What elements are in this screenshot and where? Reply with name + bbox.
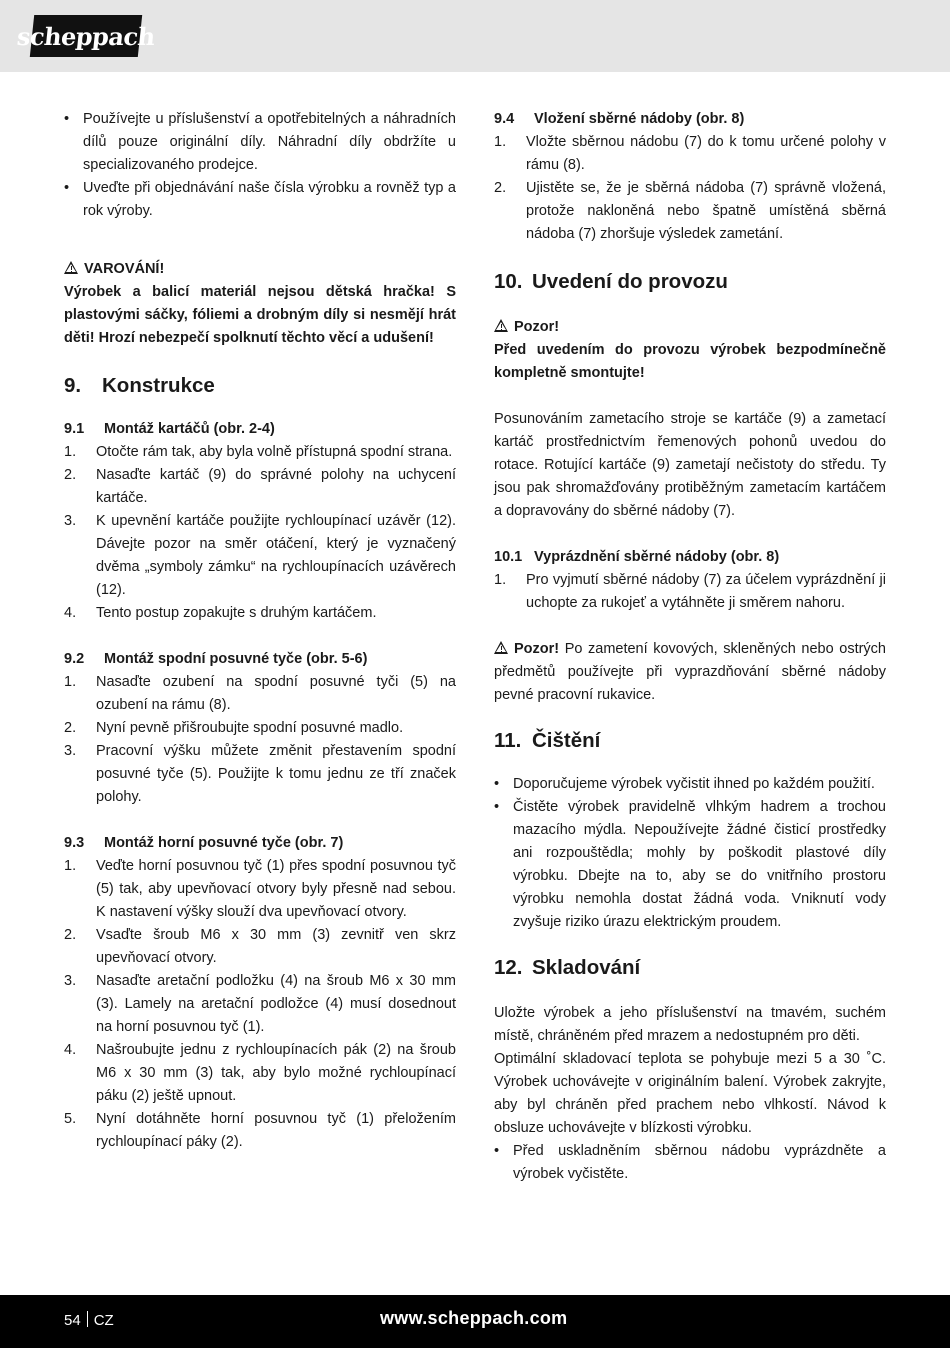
list-item: • Uveďte při objednávání naše čísla výrobku a rovněž typ a rok výroby.	[64, 177, 456, 223]
operation-paragraph: Posunováním zametacího stroje se kartáče (9) a zametací kartáč prostřednictvím řemenových pohonů uvedou do rotace. Rotující kartáče (9) zametají nečistoty do středu. Ty jsou pak shromažďovány protiběžným zametacím kartáčem a dopravovány do sběrné nádoby (7).	[494, 411, 886, 519]
list-item: 3. Pracovní výšku můžete změnit přestavením spodní posuvné tyče (5). Použijte k tomu jednu ze tří značek polohy.	[64, 743, 456, 805]
list-item: 2. Nyní pevně přišroubujte spodní posuvné madlo.	[64, 720, 404, 736]
cleaning-bullet-list	[494, 773, 886, 934]
subsection-heading-9-1: 9.1 Montáž kartáčů (obr. 2-4)	[64, 421, 275, 437]
subsection-heading-9-4: 9.4 Vložení sběrné nádoby (obr. 8)	[494, 111, 745, 127]
footer-bar	[0, 1295, 950, 1348]
steps-9-2	[64, 671, 456, 809]
warning-triangle-icon	[64, 261, 79, 274]
subsection-heading-10-1: 10.1 Vyprázdnění sběrné nádoby (obr. 8)	[494, 549, 780, 565]
right-column	[494, 108, 886, 1186]
section-heading-9: 9. Konstrukce	[64, 374, 215, 397]
warning-triangle-icon	[494, 319, 509, 332]
section-heading-10: 10. Uvedení do provozu	[494, 270, 728, 293]
steps-9-3	[64, 855, 456, 1154]
warning-title: VAROVÁNÍ!	[64, 258, 456, 281]
list-item: 1. Nasaďte ozubení na spodní posuvné tyči (5) na ozubení na rámu (8).	[64, 674, 456, 713]
subsection-heading-9-2: 9.2 Montáž spodní posuvné tyče (obr. 5-6)	[64, 651, 368, 667]
list-item: 1. Vložte sběrnou nádobu (7) do k tomu určené polohy v rámu (8).	[494, 134, 886, 173]
list-item: 2. Nasaďte kartáč (9) do správné polohy na uchycení kartáče.	[64, 467, 456, 506]
storage-bullet-list	[494, 1140, 886, 1186]
warning-text: Výrobek a balicí materiál nejsou dětská hračka! S plastovými sáčky, fóliemi a drobným díly si nesmějí hrát děti! Hrozí nebezpečí spolknutí těchto věcí a udušení!	[64, 284, 456, 346]
list-item: 3. K upevnění kartáče použijte rychloupínací uzávěr (12). Dávejte pozor na směr otáčení, který je vyznačený dvěma „symboly zámku“ na rychloupínacích uzávěrech (12).	[64, 513, 456, 598]
brand-logo: scheppach	[30, 15, 142, 57]
list-item: 1. Pro vyjmutí sběrné nádoby (7) za účelem vyprázdnění ji uchopte za rukojeť a vytáhněte ji směrem nahoru.	[494, 572, 886, 611]
list-item: 4. Tento postup zopakujte s druhým kartáčem.	[64, 605, 377, 621]
list-item: 2. Vsaďte šroub M6 x 30 mm (3) zevnitř ven skrz upevňovací otvory.	[64, 927, 456, 966]
warning-triangle-icon	[494, 641, 509, 654]
caution-title: Pozor!	[494, 316, 886, 339]
list-item: 1. Veďte horní posuvnou tyč (1) přes spodní posuvnou tyč (5) tak, aby upevňovací otvory byly přesně nad sebou. K nastavení výšky slouží dva upevňovací otvory.	[64, 858, 456, 920]
section-heading-11: 11. Čištění	[494, 729, 601, 752]
caution-paragraph: Pozor! Po zametení kovových, skleněných nebo ostrých předmětů používejte při vyprazdňování sběrné nádoby pevné pracovní rukavice.	[494, 641, 886, 703]
subsection-heading-9-3: 9.3 Montáž horní posuvné tyče (obr. 7)	[64, 835, 344, 851]
list-item: 4. Našroubujte jednu z rychloupínacích pák (2) na šroub M6 x 30 mm (3) tak, aby bylo možné rychloupínací páku (2) ještě upnout.	[64, 1042, 456, 1104]
list-item: • Doporučujeme výrobek vyčistit ihned po každém použití.	[494, 773, 886, 796]
caution-text: Před uvedením do provozu výrobek bezpodmínečně kompletně smontujte!	[494, 342, 886, 381]
list-item: 5. Nyní dotáhněte horní posuvnou tyč (1) přeložením rychloupínací páky (2).	[64, 1111, 456, 1150]
steps-10-1	[494, 569, 886, 615]
steps-9-1	[64, 441, 456, 625]
divider	[87, 1311, 88, 1327]
left-column	[64, 108, 456, 1154]
website-url: www.scheppach.com	[380, 1308, 568, 1328]
storage-paragraph-1: Uložte výrobek a jeho příslušenství na tmavém, suchém místě, chráněném před mrazem a nedostupném pro děti.	[494, 1005, 886, 1044]
list-item: 1. Otočte rám tak, aby byla volně přístupná spodní strana.	[64, 444, 453, 460]
header-bar	[0, 0, 950, 72]
list-item: • Čistěte výrobek pravidelně vlhkým hadrem a trochou mazacího mýdla. Nepoužívejte žádné čisticí prostředky ani rozpouštědla; mohly by poškodit plastové díly výrobku. Dbejte na to, aby se do vnitřního prostoru výrobku nemohla dostat žádná voda. Vniknutí vody zvyšuje riziko úrazu elektrickým proudem.	[494, 796, 886, 934]
section-heading-12: 12. Skladování	[494, 956, 641, 979]
page-number: 54 CZ	[64, 1312, 114, 1329]
steps-9-4	[494, 131, 886, 246]
list-item: 3. Nasaďte aretační podložku (4) na šroub M6 x 30 mm (3). Lamely na aretační podložce (4) musí dosednout na horní posuvnou tyč (1).	[64, 973, 456, 1035]
list-item: • Před uskladněním sběrnou nádobu vyprázdněte a výrobek vyčistěte.	[494, 1140, 886, 1186]
storage-paragraph-2: Optimální skladovací teplota se pohybuje mezi 5 a 30 ˚C. Výrobek uchovávejte v originálním balení. Výrobek zakryjte, aby byl chráněn před prachem nebo vlhkostí. Návod k obsluze uchovávejte v blízkosti výrobku.	[494, 1051, 886, 1136]
list-item: • Používejte u příslušenství a opotřebitelných a náhradních dílů pouze originální díly. Náhradní díly obdržíte u specializovaného prodejce.	[64, 108, 456, 177]
intro-bullet-list	[64, 108, 456, 223]
list-item: 2. Ujistěte se, že je sběrná nádoba (7) správně vložená, protože nakloněná nebo špatně umístěná sběrná nádoba (7) zhoršuje výsledek zametání.	[494, 180, 886, 242]
